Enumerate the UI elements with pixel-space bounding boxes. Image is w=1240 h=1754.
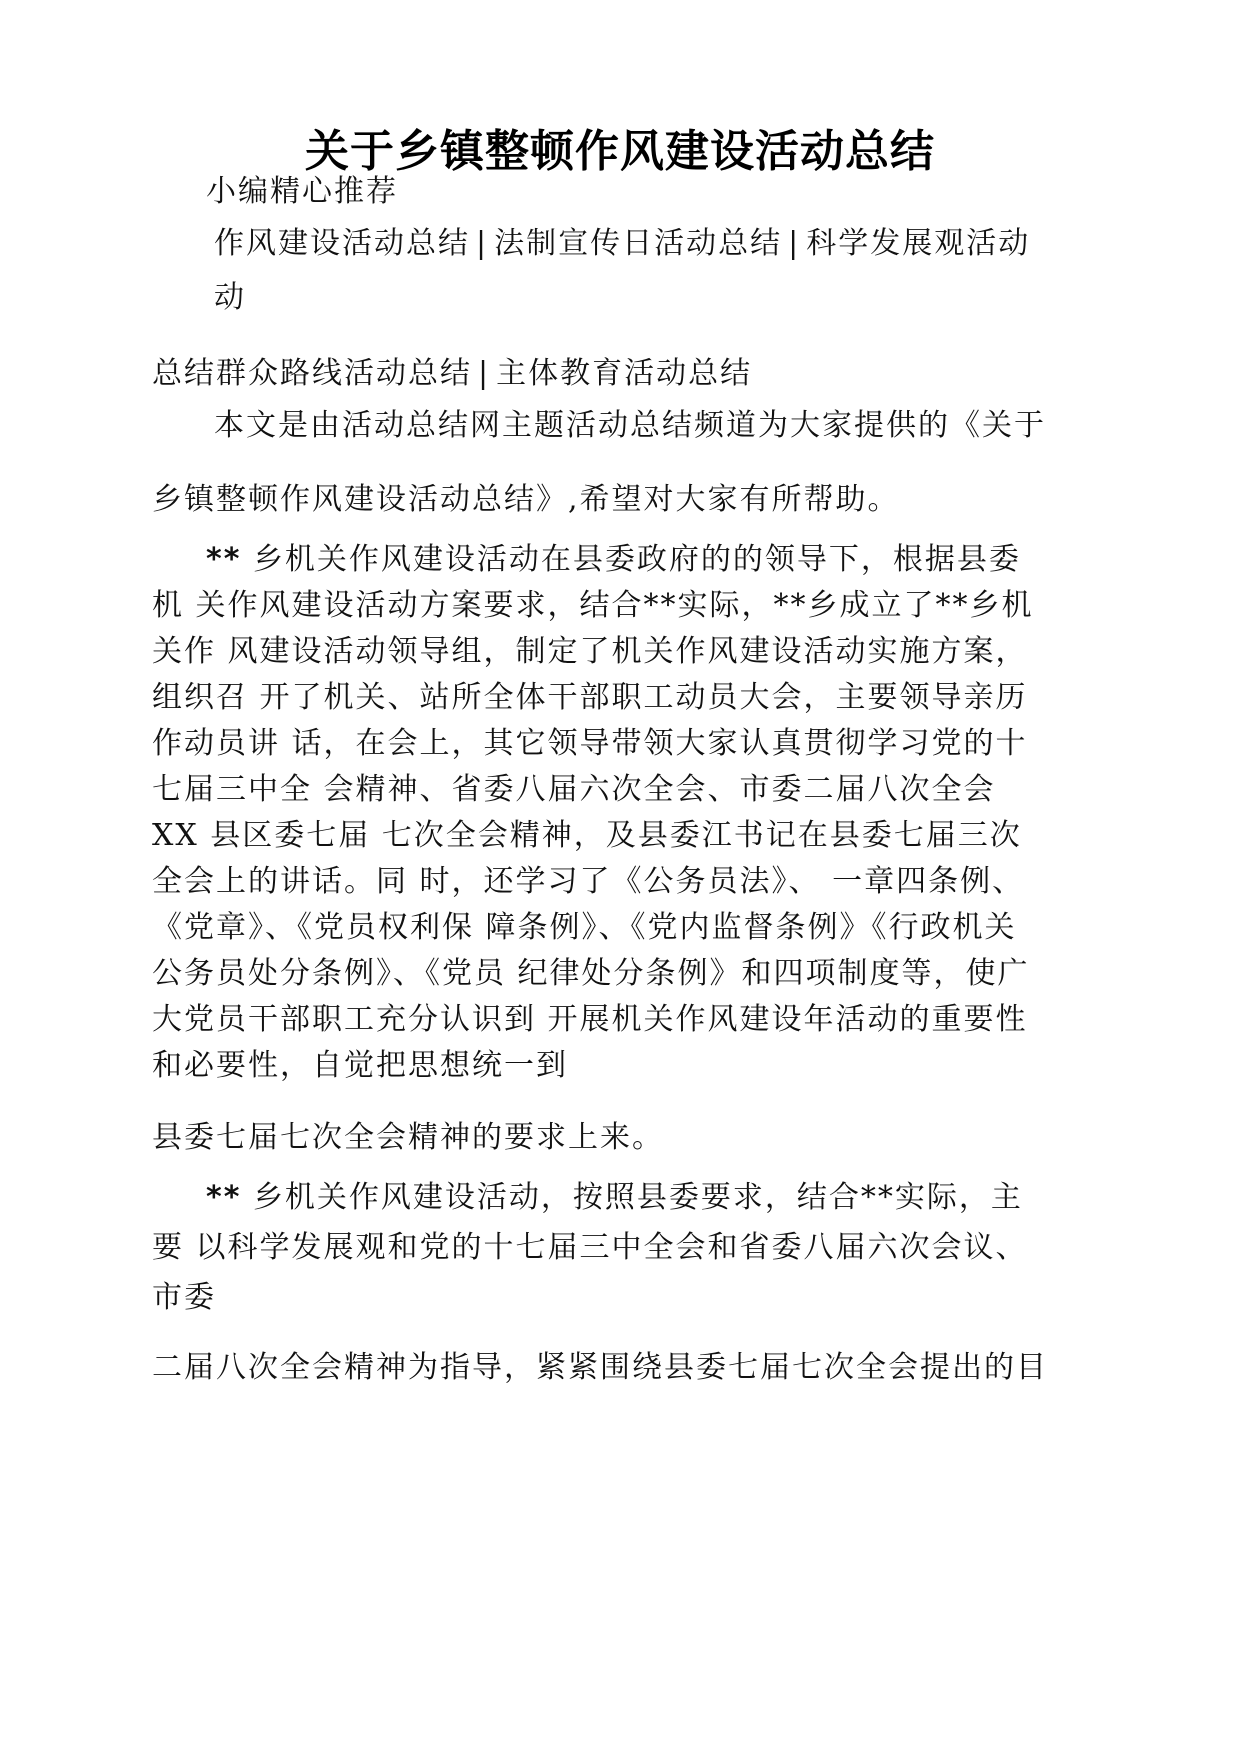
paragraph-2-line-1-text: 乡机关作风建设活动，按照县委要求，结合**实际，主 [252, 1180, 1023, 1215]
paragraph-2-line-1 [206, 1176, 1023, 1220]
intro-line-2: 乡镇整顿作风建设活动总结》,希望对大家有所帮助。 [152, 482, 900, 517]
related-link-theme-education[interactable]: 主体教育活动总结 [496, 356, 753, 391]
paragraph-1-line-3: 关作 风建设活动领导组，制定了机关作风建设活动实施方案， [152, 634, 1028, 669]
related-link-mass-line[interactable]: 总结群众路线活动总结 [152, 356, 472, 391]
paragraph-1-line-8: 全会上的讲话。同 时，还学习了《公务员法》、 一章四条例、 [152, 864, 1025, 899]
related-links-row-2 [152, 352, 752, 396]
paragraph-1-line-5: 作动员讲 话，在会上，其它领导带领大家认真贯彻学习党的十 [152, 726, 1028, 761]
link-separator: | [476, 226, 489, 261]
paragraph-1-line-1 [206, 538, 1021, 582]
paragraph-2-line-2: 要 以科学发展观和党的十七届三中全会和省委八届六次会议、 [152, 1230, 1028, 1265]
recommend-label: 小编精心推荐 [206, 174, 398, 209]
paragraph-1-line-10: 公务员处分条例》、《党员 纪律处分条例》和四项制度等，使广 [152, 956, 1030, 991]
paragraph-1-line-6: 七届三中全 会精神、省委八届六次全会、市委二届八次全会 [152, 772, 996, 807]
link-separator: | [788, 226, 801, 261]
paragraph-1-line-7: XX 县区委七届 七次全会精神，及县委江书记在县委七届三次 [152, 818, 1022, 853]
paragraph-1-line-9: 《党章》、《党员权利保 障条例》、《党内监督条例》《行政机关 [152, 910, 1017, 945]
document-title: 关于乡镇整顿作风建设活动总结 [305, 126, 935, 177]
paragraph-1-line-11: 大党员干部职工充分认识到 开展机关作风建设年活动的重要性 [152, 1002, 1028, 1037]
paragraph-1-tail: 县委七届七次全会精神的要求上来。 [152, 1120, 664, 1155]
link-separator: | [478, 356, 491, 391]
paragraph-1-line-12: 和必要性，自觉把思想统一到 [152, 1048, 568, 1083]
related-links-row-1-wrap: 动 [214, 280, 246, 315]
paragraph-2-tail: 二届八次全会精神为指导，紧紧围绕县委七届七次全会提出的目 [152, 1350, 1048, 1385]
related-link-legal-day[interactable]: 法制宣传日活动总结 [494, 226, 783, 261]
paragraph-1-line-2: 机 关作风建设活动方案要求，结合**实际，**乡成立了**乡机 [152, 588, 1034, 623]
intro-line-1: 本文是由活动总结网主题活动总结频道为大家提供的《关于 [214, 408, 1046, 443]
paragraph-1-line-1-text: 乡机关作风建设活动在县委政府的的领导下，根据县委 [252, 542, 1021, 577]
paragraph-1-line-4: 组织召 开了机关、站所全体干部职工动员大会，主要领导亲历 [152, 680, 1028, 715]
paragraph-2-stars: ** [206, 1180, 242, 1215]
related-links-row-1 [214, 222, 1030, 266]
related-link-science-development[interactable]: 科学发展观活动 [806, 226, 1031, 261]
paragraph-1-stars: ** [206, 542, 242, 577]
paragraph-2-line-3: 市委 [152, 1280, 216, 1315]
related-link-style-building[interactable]: 作风建设活动总结 [214, 226, 470, 261]
